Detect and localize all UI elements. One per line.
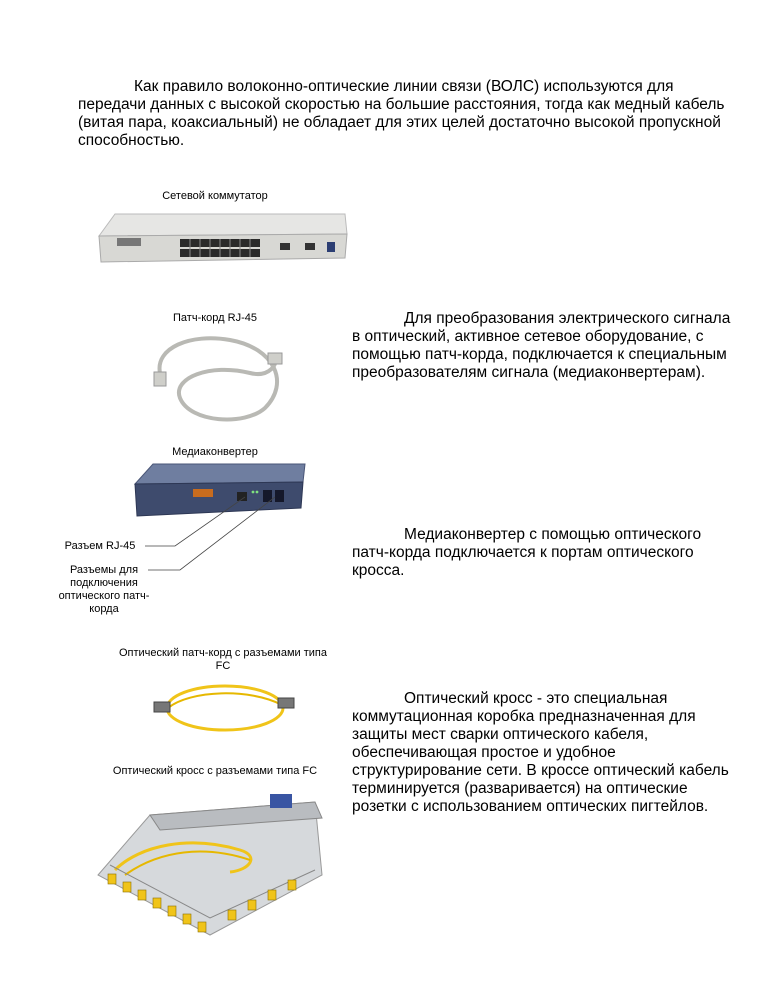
caption-patch-rj45: Патч-корд RJ-45 [173, 312, 257, 324]
optical-cross-image [90, 790, 330, 940]
caption-switch: Сетевой коммутатор [162, 190, 268, 202]
label-rj45-port: Разъем RJ-45 [64, 540, 136, 552]
label-optical-ports: Разъемы для подключения оптического патч-корда [58, 564, 150, 615]
caption-mediaconverter: Медиаконвертер [172, 446, 258, 458]
caption-optical-cross: Оптический кросс с разъемами типа FC [112, 765, 318, 777]
fc-optical-patch-cord-image [150, 680, 300, 735]
intro-paragraph: Как правило волоконно-оптические линии связи (ВОЛС) используются для передачи данных с высокой скоростью на большие расстояния, тогда как медный кабель (витая пара, коаксиальный) не обладает для этих целей достаточно высокой пропускной способностью. [78, 78, 725, 149]
paragraph-mediaconverter: Медиаконвертер с помощью оптического патч-корда подключается к портам оптического кросса. [352, 526, 702, 579]
paragraph-optical-cross: Оптический кросс - это специальная коммутационная коробка предназначенная для защиты мест сварки оптического кабеля, обеспечивающая простое и удобное структурирование сети. В кроссе оптический кабель терминируется (разваривается) на оптические розетки с использованием оптических пигтейлов. [352, 690, 729, 815]
caption-optical-patch: Оптический патч-корд с разъемами типа FC [118, 647, 328, 672]
paragraph-conversion: Для преобразования электрического сигнала в оптический, активное сетевое оборудование, с помощью патч-корда, подключается к специальным преобразователям сигнала (медиаконвертерам). [352, 310, 731, 381]
